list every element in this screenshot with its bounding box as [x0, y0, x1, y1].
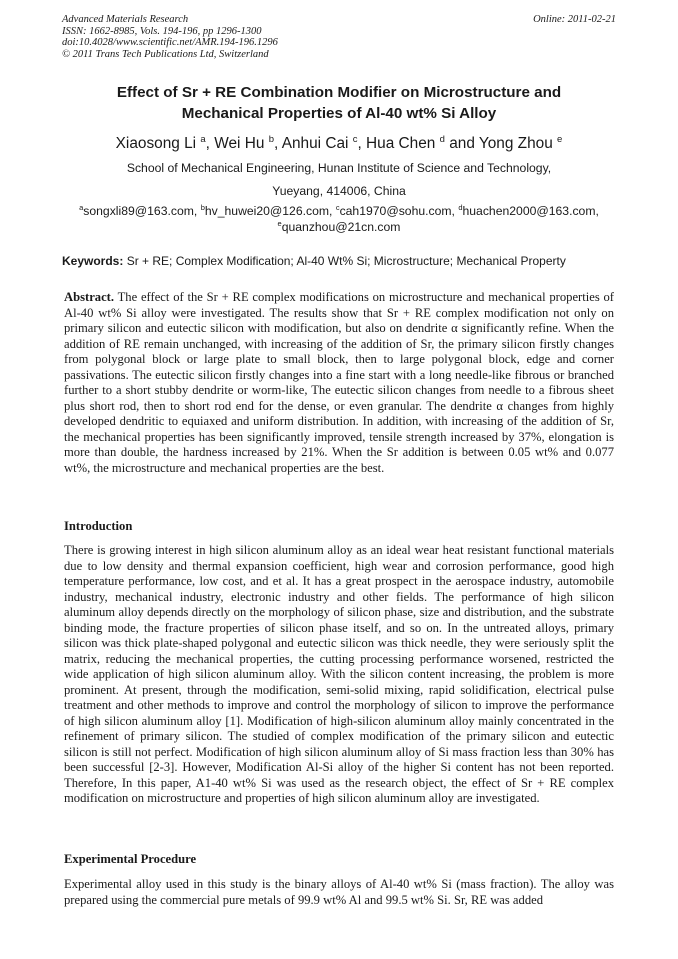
abstract — [64, 290, 614, 476]
author-emails — [62, 204, 616, 235]
title-line-1: Effect of Sr + RE Combination Modifier on Microstructure and — [116, 84, 562, 101]
journal-issn: ISSN: 1662-8985, Vols. 194-196, pp 1296-1300 — [62, 25, 262, 37]
experimental-text: Experimental alloy used in this study is the binary alloys of Al-40 wt% Si (mass fraction). The alloy was prepared using the commercial pure metals of 99.9 wt% Al and 99.5 wt% Si. Sr, RE was added — [64, 877, 614, 907]
author-mark: e — [557, 134, 563, 145]
author: Hua Chen $^d$ and — [366, 134, 479, 152]
author-mark: a — [200, 134, 206, 145]
author: Wei Hu $^b$, — [214, 134, 282, 152]
affiliation-line-1: School of Mechanical Engineering, Hunan Institute of Science and Technology, — [126, 161, 552, 175]
author-list — [62, 134, 616, 154]
email[interactable]: $^c$cah1970@sohu.com, — [335, 203, 459, 218]
author-mark: c — [352, 134, 358, 145]
paper-title — [62, 82, 616, 124]
journal-name: Advanced Materials Research — [62, 14, 189, 25]
keywords-text: Sr + RE; Complex Modification; Al-40 Wt% Si; Microstructure; Mechanical Property — [126, 254, 566, 268]
author: Xiaosong Li $^a$, — [115, 134, 215, 152]
keywords-label: Keywords: — [62, 254, 124, 268]
abstract-text: The effect of the Sr + RE complex modifications on microstructure and mechanical properties of Al-40 wt% Si alloy were investigated. The results show that Sr + RE complex modification not only on primary silicon and eutectic silicon with modification, but also on dendrite α significantly refine. When the addition of RE remain unchanged, with increasing of the addition of Sr, the primary silicon firstly changes from polygonal block or large plate to small block, then to large polygonal block, edge and corner passivations. The eutectic silicon firstly changes into a fine start with a long needle-like fibrous or branched further to a short stubby dendrite or worm-like, The eutectic silicon changes from needle to a fibrous sheet plus short rod, then to short rod end for the dense, or even granular. The dendrite α changes from highly developed dendritic to equiaxed and uniform distribution. In addition, with increasing of the addition of Sr, the mechanical properties has been significantly improved, tensile strength increased by 37%, elongation is more than double, the hardness increased by 21%. When the Sr addition is between 0.05 wt% and 0.077 wt%, the microstructure and mechanical properties are the best. — [64, 290, 615, 475]
affiliation — [62, 157, 616, 203]
online-date: Online: 2011-02-21 — [533, 14, 616, 25]
abstract-label: Abstract. — [64, 290, 115, 304]
journal-copyright: © 2011 Trans Tech Publications Ltd, Switzerland — [62, 48, 269, 60]
author: Anhui Cai $^c$, — [281, 134, 367, 152]
experimental-heading: Experimental Procedure — [64, 852, 197, 866]
introduction-heading: Introduction — [64, 519, 133, 533]
affiliation-line-2: Yueyang, 414006, China — [272, 184, 406, 198]
keywords — [62, 254, 616, 269]
journal-doi: doi:10.4028/www.scientific.net/AMR.194-196.1296 — [62, 37, 278, 49]
email[interactable]: $^b$hv_huwei20@126.com, — [200, 203, 336, 218]
author-mark: b — [268, 134, 274, 145]
email[interactable]: $^e$quanzhou@21cn.com — [277, 218, 401, 234]
introduction-text: There is growing interest in high silicon aluminum alloy as an ideal wear heat resistant functional materials due to low density and thermal expansion coefficient, high wear and corrosion performance, good high temperature performance, low cost, and et al. It has a great prospect in the aerospace industry, automobile industry, mechanical industry, electronic industry and other fields. The performance of high silicon aluminum alloy depends directly on the morphology of silicon phase, size and distribution, and the substrate binding mode, the fracture properties of silicon phase itself, and so on. In the untreated alloys, primary silicon was thick plate-shaped polygonal and eutectic silicon was thick needle, they were seriously split the matrix, reducing the mechanical properties, the cutting processing performance worsened, restricted the wide application of high silicon aluminum alloy. With the silicon content increasing, the problem is more prominent. At present, through the modification, semi-solid mixing, rapid solidification, electrical pulse treatment and other methods to improve and control the morphology of silicon to improve the performance of high silicon aluminum alloy [1]. Modification of high-silicon aluminum alloy mainly concentrated in the refinement of primary silicon. The studied of complex modification of the primary silicon and eutectic silicon is still not perfect. Modification of high silicon aluminum alloy of Si mass fraction less than 30% has been successful [2-3]. However, Modification Al-Si alloy of the higher Si content has not been reported. Therefore, In this paper, A1-40 wt% Si was used as the research object, the effect of Sr + RE complex modification on microstructure and properties of high silicon aluminum alloy are investigated. — [64, 543, 614, 805]
author-mark: d — [439, 134, 445, 145]
email[interactable]: $^d$huachen2000@163.com, — [458, 203, 599, 218]
title-line-2: Mechanical Properties of Al-40 wt% Si Alloy — [181, 105, 497, 122]
journal-header — [62, 14, 616, 60]
email[interactable]: $^a$songxli89@163.com, — [79, 203, 201, 218]
author: Yong Zhou $^e$ — [478, 134, 563, 152]
